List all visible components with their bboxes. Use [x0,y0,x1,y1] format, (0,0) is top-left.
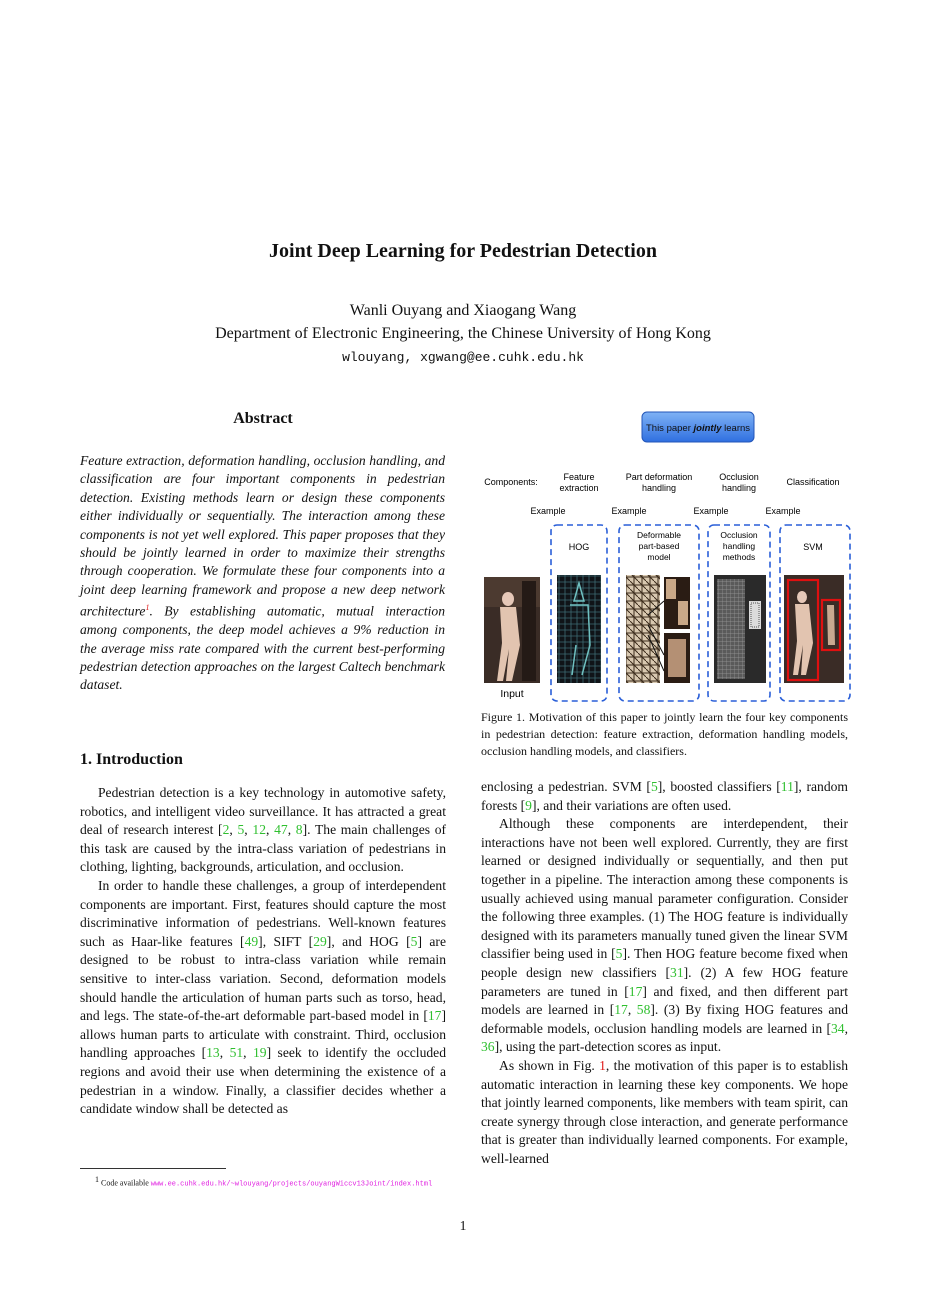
component-occlusion: Occlusion [719,472,759,482]
paper-authors: Wanli Ouyang and Xiaogang Wang [349,302,577,319]
citation[interactable]: 11 [780,779,794,794]
citation[interactable]: 17 [427,1008,442,1024]
component-deformation: Part deformation [625,472,693,482]
paper-title: Joint Deep Learning for Pedestrian Detection [269,240,657,262]
svg-text:part-based: part-based [638,541,680,551]
dpm-image [626,575,690,683]
svg-text:handling: handling [722,541,756,551]
citation[interactable]: 5 [410,933,418,949]
figure-ref[interactable]: 1 [599,1057,606,1073]
right-paragraph-1: enclosing a pedestrian. SVM [5], boosted classifiers [11], random forests [9], and their variations are often used. [481,779,848,813]
hog-label: HOG [568,542,590,552]
right-paragraph-3: As shown in Fig. 1, the motivation of this paper is to establish automatic interaction in learning these key components. We hope that jointly learned components, like members with team spirit, can create synergy through close interaction, and generate performance that is greater than individually learned components. For example, well-learned [481,1057,848,1166]
intro-heading: 1. Introduction [80,751,183,768]
components-label: Components: [484,477,538,487]
citation[interactable]: 47 [274,822,288,838]
citation[interactable]: 29 [313,933,327,949]
footnote-rule [80,1168,226,1169]
abstract-body: Feature extraction, deformation handling, occlusion handling, and classification are four important components in pedestrian detection. Existing methods learn or design these components either individually or sequentially. The interaction among these components is not yet well explored. This paper proposes that they should be jointly learned in order to maximize their strengths through cooperation. We formulate these four components into a joint deep learning framework and propose a new deep network architecture$^1$. By establishing automatic, mutual interaction among components, the deep model achieves a 9% reduction in the average miss rate compared with the current best-performing pedestrian detection approaches on the largest Caltech benchmark dataset. [80,453,445,693]
citation[interactable]: 5 [615,946,623,962]
citation[interactable]: 49 [244,933,259,949]
dpm-label: Deformable [637,530,681,540]
citation[interactable]: 5 [650,779,658,794]
citation[interactable]: 36 [481,1039,495,1055]
citation[interactable]: 5 [237,822,245,838]
citation[interactable]: 13 [206,1045,220,1061]
right-paragraph-2: Although these components are interdependent, their interactions have not been well explored. Currently, they are first learned or designed individually or sequentially, and then put together in a pipeline. The interaction among these components is usually achieved using manual parameter configuration. Consider the following three examples. (1) The HOG feature is individually designed with its parameters manually tuned given the linear SVM classifier being used in [5]. Then HOG feature become fixed when people design new classifiers [31]. (2) A few HOG feature parameters are tuned in [17] and fixed, and then different part models are learned in [17, 58]. (3) By fixing HOG features and deformable models, occlusion handling models are learned in [34, 36], using the part-detection scores as input. [481,816,848,1055]
citation[interactable]: 31 [670,964,684,980]
paper-email: wlouyang, xgwang@ee.cuhk.edu.hk [342,350,584,365]
svg-text:extraction: extraction [559,483,599,493]
svm-label: SVM [803,542,823,552]
citation[interactable]: 34 [831,1020,845,1036]
svg-text:methods: methods [722,552,756,562]
intro-right-column [481,778,848,1168]
example-label: Example [611,506,647,516]
svg-text:handling: handling [641,483,677,493]
paper-affiliation: Department of Electronic Engineering, the Chinese University of Hong Kong [215,325,711,342]
citation[interactable]: 17 [628,983,643,999]
input-label: Input [500,688,524,700]
intro-paragraph-2: In order to handle these challenges, a group of interdependent components are important. First, features should capture the most discriminative information of pedestrians. Well-known features such as Haar-like features [49], SIFT [29], and HOG [5] are designed to be robust to intra-class variation while remain sensitive to inter-class variation. Second, deformation models should handle the articulation of human parts such as torso, head, and legs. The state-of-the-art deformable part-based model in [17] allows human parts to articulate with constraint. Third, occlusion handling approaches [13, 51, 19] seek to identify the occluded regions and avoid their use when determining the existence of a pedestrian in a window. Finally, a classifier decides whether a candidate window shall be detected as [80,877,447,1117]
occlusion-image [714,575,766,683]
example-label: Example [693,506,729,516]
footnote: $^1$ Code available www.ee.cuhk.edu.hk/~wlouyang/projects/ouyangWiccv13Joint/index.html [95,1175,433,1189]
example-label: Example [530,506,566,516]
citation[interactable]: 19 [253,1045,267,1061]
citation[interactable]: 51 [229,1045,244,1061]
hog-feature-image [557,575,601,683]
occlusion-label: Occlusion [720,530,758,540]
citation[interactable]: 2 [222,822,230,838]
code-url-link[interactable]: www.ee.cuhk.edu.hk/~wlouyang/projects/ouyangWiccv13Joint/index.html [150,1180,433,1189]
figure-1-caption: Figure 1. Motivation of this paper to jointly learn the four key components in pedestrian detection: feature extraction, deformation handling models, occlusion handling models, and classifiers. [481,710,848,758]
page-number: 1 [459,1218,467,1233]
citation[interactable]: 58 [636,1002,651,1018]
figure-1 [478,405,853,705]
citation[interactable]: 9 [525,797,532,813]
banner-text: This paper jointly learns [645,423,751,434]
svg-text:model: model [647,552,671,562]
intro-left-column [80,784,446,1119]
citation[interactable]: 8 [295,822,303,838]
input-image [484,577,540,683]
svg-text:handling: handling [721,483,757,493]
component-classification: Classification [786,477,840,487]
footnote-mark[interactable]: 1 [145,603,150,613]
abstract-heading: Abstract [233,410,293,427]
svm-image [784,575,844,683]
citation[interactable]: 17 [614,1002,628,1018]
citation[interactable]: 12 [252,822,266,838]
example-label: Example [765,506,801,516]
component-feature: Feature [563,472,595,482]
intro-paragraph-1: Pedestrian detection is a key technology in automotive safety, robotics, and intelligent video surveillance. It has attracted a great deal of research interest [2, 5, 12, 47, 8]. The main challenges of this task are caused by the intra-class variation of pedestrians in clothing, lighting, backgrounds, articulation, and occlusion. [80,785,447,875]
